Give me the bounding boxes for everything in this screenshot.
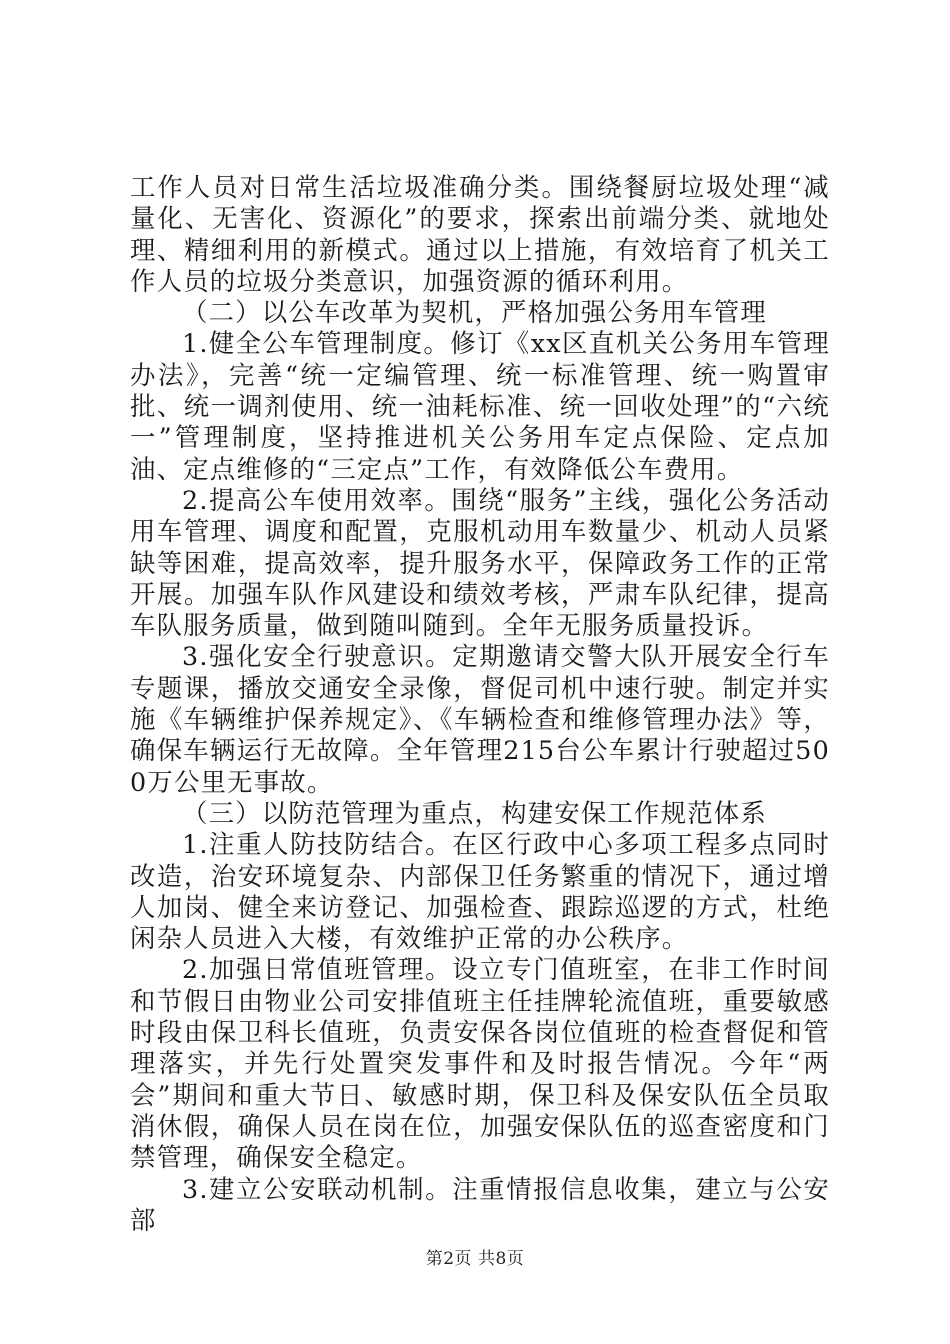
paragraph-security-combination: 1.注重人防技防结合。在区行政中心多项工程多点同时改造，治安环境复杂、内部保卫任务繁重的情况下，通过增人加岗、健全来访登记、加强检查、跟踪巡逻的方式，杜绝闲杂人员进入大楼，有效维护正常的办公秩序。: [130, 829, 830, 954]
document-body: [130, 172, 830, 1236]
page-footer: 第2页 共8页: [425, 1249, 525, 1269]
paragraph-car-usage-efficiency: 2.提高公车使用效率。围绕“服务”主线，强化公务活动用车管理、调度和配置，克服机动用车数量少、机动人员紧缺等困难，提高效率，提升服务水平，保障政务工作的正常开展。加强车队作风建设和绩效考核，严肃车队纪律，提高车队服务质量，做到随叫随到。全年无服务质量投诉。: [130, 484, 830, 641]
section-heading-2: （二）以公车改革为契机，严格加强公务用车管理: [182, 297, 767, 328]
section-heading-3: （三）以防范管理为重点，构建安保工作规范体系: [182, 797, 767, 828]
paragraph-police-linkage: 3.建立公安联动机制。注重情报信息收集，建立与公安部: [130, 1173, 830, 1235]
paragraph-duty-management: 2.加强日常值班管理。设立专门值班室，在非工作时间和节假日由物业公司安排值班主任挂牌轮流值班，重要敏感时段由保卫科长值班，负责安保各岗位值班的检查督促和管理落实，并先行处置突发事件和及时报告情况。今年“两会”期间和重大节日、敏感时期，保卫科及保安队伍全员取消休假，确保人员在岗在位，加强安保队伍的巡查密度和门禁管理，确保安全稳定。: [130, 954, 830, 1173]
paragraph-car-management-system: 1.健全公车管理制度。修订《xx区直机关公务用车管理办法》，完善“统一定编管理、统一标准管理、统一购置审批、统一调剂使用、统一油耗标准、统一回收处理”的“六统一”管理制度，坚持推进机关公务用车定点保险、定点加油、定点维修的“三定点”工作，有效降低公车费用。: [130, 328, 830, 484]
paragraph-continuation: 工作人员对日常生活垃圾准确分类。围绕餐厨垃圾处理“减量化、无害化、资源化”的要求，探索出前端分类、就地处理、精细利用的新模式。通过以上措施，有效培育了机关工作人员的垃圾分类意识，加强资源的循环利用。: [130, 172, 830, 296]
paragraph-driving-safety: 3.强化安全行驶意识。定期邀请交警大队开展安全行车专题课，播放交通安全录像，督促司机中速行驶。制定并实施《车辆维护保养规定》、《车辆检查和维修管理办法》等，确保车辆运行无故障。全年管理215台公车累计行驶超过500万公里无事故。: [130, 641, 830, 797]
